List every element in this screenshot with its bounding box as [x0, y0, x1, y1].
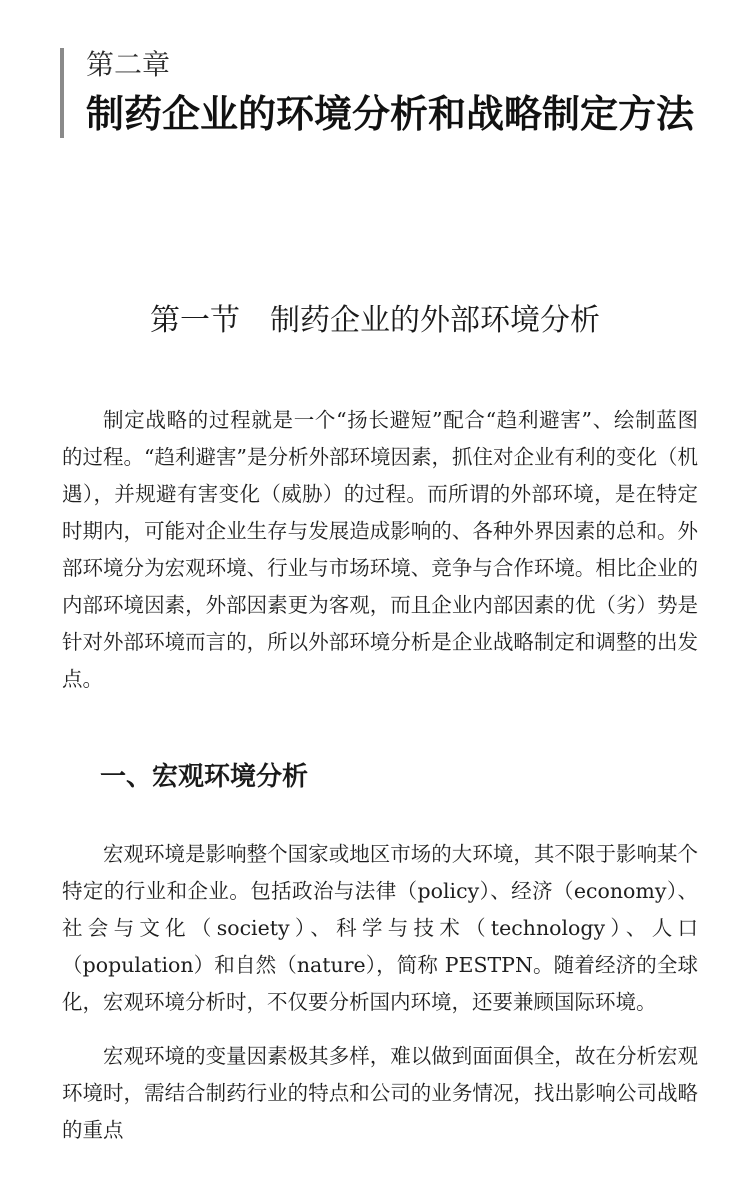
chapter-header	[60, 44, 700, 140]
macro-env-paragraph-2: 宏观环境的变量因素极其多样，难以做到面面俱全，故在分析宏观环境时，需结合制药行业的特点和公司的业务情况，找出影响公司战略的重点	[62, 1044, 698, 1142]
intro-paragraph: 制定战略的过程就是一个“扬长避短”配合“趋利避害”、绘制蓝图的过程。“趋利避害”是分析外部环境因素，抓住对企业有利的变化（机遇），并规避有害变化（威胁）的过程。而所谓的外部环境，是在特定时期内，可能对企业生存与发展造成影响的、各种外界因素的总和。外部环境分为宏观环境、行业与市场环境、竞争与合作环境。相比企业的内部环境因素，外部因素更为客观，而且企业内部因素的优（劣）势是针对外部环境而言的，所以外部环境分析是企业战略制定和调整的出发点。	[62, 408, 698, 691]
section-heading: 第一节 制药企业的外部环境分析	[150, 303, 600, 338]
subsection-heading: 一、宏观环境分析	[100, 762, 309, 792]
macro-env-paragraph-1: 宏观环境是影响整个国家或地区市场的大环境，其不限于影响某个特定的行业和企业。包括政治与法律（policy）、经济（economy）、社会与文化（society）、科学与技术（technology）、人口（population）和自然（nature），简称 PESTPN。随着经济的全球化，宏观环境分析时，不仅要分析国内环境，还要兼顾国际环境。	[62, 842, 698, 1014]
chapter-title: 制药企业的环境分析和战略制定方法	[86, 92, 695, 136]
chapter-label: 第二章	[86, 48, 171, 81]
chapter-accent-bar	[60, 48, 64, 138]
